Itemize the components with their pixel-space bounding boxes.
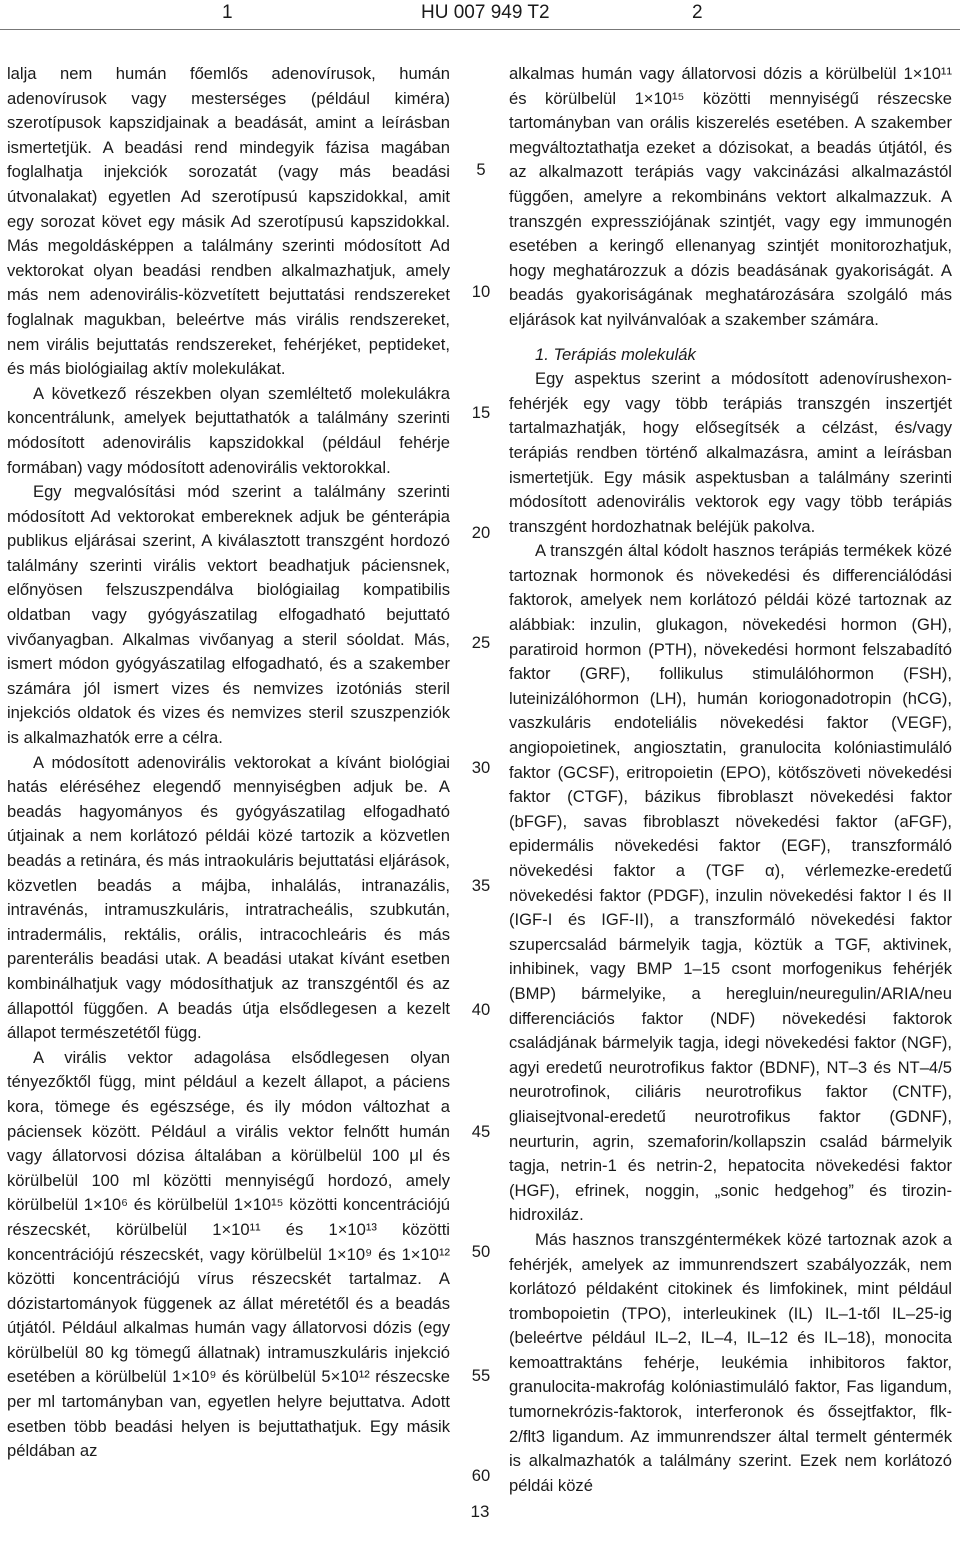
line-number: 30 [471, 758, 491, 777]
right-paragraph-4: Más hasznos transzgéntermékek közé tartoznak azok a fehérjék, amelyek az immunrendszert szabályozzák, nem korlátozó példaként citokinek és limfokinek, mint például trombopoietin (TPO), interleukinek (IL) IL–1-től IL–25-ig (beleértve például IL–2, IL–4, IL–12 és IL–18), monocita kemoattraktáns fehérje, leukémia inhibitoros faktor, granulocita-makrofág kolóniastimuláló faktor, Fas ligandum, tumornekrózis-faktorok, interferonok és őssejtfaktor, flk-2/flt3 ligandum. Az immunrendszer által termelt géntermék is alkalmazhatók a találmány szerint. Ezek nem korlátozó példái közé [509, 1229, 952, 1495]
page-footer [0, 1502, 960, 1522]
line-number: 50 [471, 1242, 491, 1261]
left-paragraph-5: A virális vektor adagolása elsődlegesen olyan tényezőktől függ, mint például a kezelt állapot, a páciens kora, tömege és egészsége, és ily módon változhat a páciensek között. Például a virális vektor felnőtt humán vagy állatorvosi dózisa általában a körülbelül 100 μl és körülbelül 100 ml közötti mennyiségű hordozó, amely körülbelül 1×10⁶ és körülbelül 1×10¹⁵ közötti koncentrációjú részecskét, körülbelül 1×10¹¹ és 1×10¹³ közötti koncentrációjú részecskét, vagy körülbelül 1×10⁹ és 1×10¹² közötti koncentrációjú vírus részecskét tartalmaz. A dózistartományok függenek az állat méretétől és a beadás útjától. Például alkalmas humán vagy állatorvosi dózis (egy körülbelül 80 kg tömegű állatnak) intramuszkuláris injekció esetében a körülbelül 1×10⁹ és körülbelül 5×10¹² részecske per ml tartományban van, egyetlen helyre bejuttatva. Adott esetben több beadási helyen is bejuttathatjuk. Egy másik példában az [7, 1047, 450, 1461]
line-number: 10 [471, 282, 491, 301]
left-paragraph-4: A módosított adenovirális vektorokat a kívánt biológiai hatás eléréséhez elegendő mennyiségben adjuk be. A beadás hagyományos és gyógyászatilag elfogadható útjainak a nem korlátozó példái közé tartozik a közvetlen beadás a retinára, és más intraokuláris bejuttatási eljárások, közvetlen beadás a májba, inhalálás, intranazális, intravénás, intramuszkuláris, intratracheális, szubkután, intradermális, rektális, orális, intracochleáris és más parenterális beadási utak. A beadási utakat kívánt esetben kombinálhatjuk vagy módosíthatjuk az transzgéntől és az állapottól függően. A beadás útja elsődlegesen a kezelt állapot természetétől függ. [7, 752, 450, 1043]
right-paragraph-3: A transzgén által kódolt hasznos terápiás termékek közé tartoznak hormonok és növekedési és differenciálódási faktorok, amelyek nem korlátozó példái közé tartoznak az alábbiak: inzulin, glukagon, növekedési hormon (GH), paratiroid hormon (PTH), növekedési hormont felszabadító faktor (GRF), follikulus stimulálóhormon (FSH), luteinizálóhormon (LH), humán koriogonadotropin (hCG), vaszkuláris endoteliális növekedési faktor (VEGF), angiopoietinek, angiosztatin, granulocita kolóniastimuláló faktor (GCSF), eritropoietin (EPO), kötőszöveti növekedési faktor (CTGF), bázikus fibroblaszt növekedési faktor (bFGF), savas fibroblaszt növekedési faktor (aFGF), epidermális növekedési faktor (EGF), transzformáló növekedési faktor a (TGF α), vérlemezke-eredetű növekedési faktor (PDGF), inzulin növekedési faktor I és II (IGF-I és IGF-II), a transzformáló növekedési faktor szupercsalád bármelyik tagja, köztük a TGF, aktivinek, inhibinek, vagy BMP 1–15 csont morfogenikus fehérjék (BMP) bármelyike, a heregluin/neuregulin/ARIA/neu differenciációs faktor (NDF) növekedési faktorok családjának bármelyik tagja, idegi növekedési faktor (NGF), agyi eredetű neurotrofikus faktor (BDNF), NT–3 és NT–4/5 neurotrofinok, ciliáris neurotrofikus faktor (CNTF), gliaisejtvonal-eredetű neurotrofikus faktor (GDNF), neurturin, agrin, szemaforin/kollapszin család bármelyik tagja, netrin-1 és netrin-2, hepatocita növekedési faktor (HGF), efrinek, noggin, „sonic hedgehog” és tirozin-hidroxiláz. [509, 541, 952, 1225]
section-heading: 1. Terápiás molekulák [535, 344, 696, 364]
left-paragraph-2: A következő részekben olyan szemléltető molekulákra koncentrálunk, amelyek bejuttathatók a találmány szerinti módosított adenovirális kapszidokkal (például fehérje formában) vagy módosított adenovirális vektorokkal. [7, 383, 450, 477]
right-paragraph-1: alkalmas humán vagy állatorvosi dózis a körülbelül 1×10¹¹ és körülbelül 1×10¹⁵ közötti mennyiségű részecske tartományban van orális kiszerelés esetében. A szakember megváltoztathatja ezeket a dózisokat, a beadás útjától, és az alkalmazott terápiás vagy vakcinázási alkalmazástól függően, amelyre a rekombináns vektort alkalmazzuk. A transzgén expressziójának szintjét, vagy egy immunogén esetében a keringő ellenanyag szintjét monitorozhatjuk, hogy meghatározzuk a dózis beadásának gyakoriságát. A beadás gyakoriságának meghatározására szolgáló más eljárások kat nyilvánvalóak a szakember számára. [509, 64, 952, 329]
line-number: 25 [471, 633, 491, 652]
footer-page-number: 13 [470, 1502, 490, 1521]
page-header [0, 0, 960, 30]
line-number: 5 [476, 160, 486, 179]
left-page-number: 1 [222, 2, 233, 23]
document-id: HU 007 949 T2 [421, 2, 550, 23]
line-number: 60 [471, 1466, 491, 1485]
left-column [7, 62, 450, 1464]
right-page-number: 2 [692, 2, 703, 23]
line-number: 15 [471, 403, 491, 422]
left-paragraph-1: lalja nem humán főemlős adenovírusok, humán adenovírusok vagy mesterséges (például kiméra) szerotípusok kapszidjainak a beadását, amint a leírásban ismertetjük. A beadási rend mindegyik fázisa magában foglalhatja injekciók sorozatát (vagy más beadási útvonalakat) egyetlen Ad szerotípusú kapszidokkal, amit egy sorozat követ egy másik Ad szerotípusú kapszidokkal. Más megoldásképpen a találmány szerinti módosított Ad vektorokat olyan beadási rendben alkalmazhatjuk, amely más nem adenovirális-közvetített bejuttatási rendszereket foglalnak magukban, beleértve más virális rendszereket, nem virális bejuttatás rendszereket, fehérjéket, peptideket, és más biológiailag aktív molekulákat. [7, 64, 450, 379]
right-column [509, 62, 952, 1498]
line-number: 55 [471, 1366, 491, 1385]
line-number: 45 [471, 1122, 491, 1141]
left-paragraph-3: Egy megvalósítási mód szerint a találmány szerinti módosított Ad vektorokat embereknek adjuk be génterápia publikus eljárásai szerint, A kiválasztott transzgént hordozó találmány szerinti virális vektort beadhatjuk páciensnek, előnyösen felszuszpendálva biológiailag kompatibilis oldatban vagy gyógyászatilag elfogadható bejuttató vivőanyagban. Alkalmas vivőanyag a steril sóoldat. Más, ismert módon gyógyászatilag elfogadható, és a szakember számára jól ismert vizes és nemvizes izotóniás steril injekciós oldatok és vizes és nemvizes steril szuszpenziók is alkalmazhatók erre a célra. [7, 482, 450, 748]
header-rule [0, 29, 960, 30]
line-number: 40 [471, 1000, 491, 1019]
line-number: 35 [471, 876, 491, 895]
line-number: 20 [471, 523, 491, 542]
right-paragraph-2: Egy aspektus szerint a módosított adenovírushexon-fehérjék egy vagy több terápiás transzgén inszertjét tartalmazhatják, hogy elősegítsék a célzást, és/vagy terápiás rendben történő alkalmazásra, amint a leírásban ismertetjük. Egy másik aspektusban a találmány szerinti módosított adenovirális vektorok egy vagy több terápiás transzgént hordozhatnak beléjük pakolva. [509, 369, 952, 536]
